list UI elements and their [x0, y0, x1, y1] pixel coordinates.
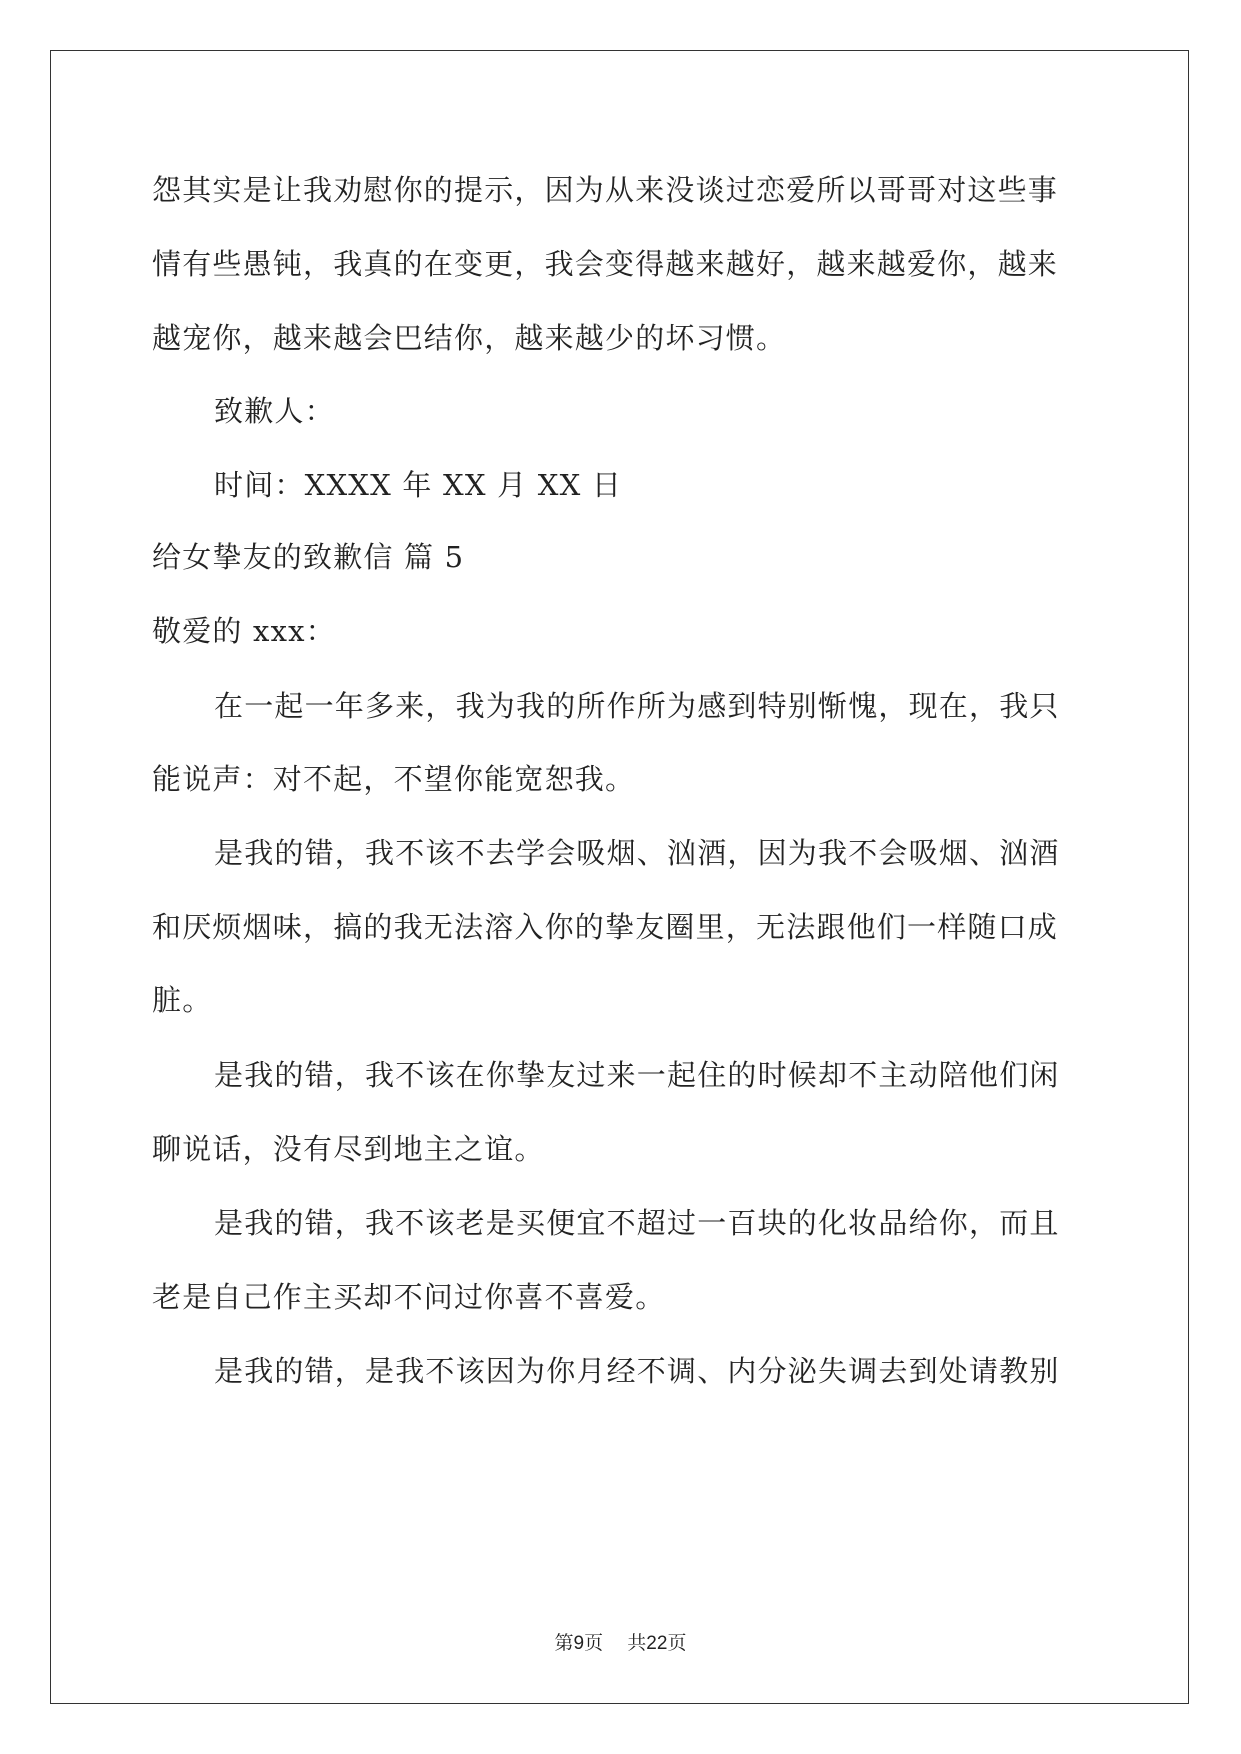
body-text-line-10: 聊说话，没有尽到地主之谊。: [152, 1132, 545, 1166]
footer-total-pages: 22: [646, 1633, 668, 1654]
footer-prefix: 第: [554, 1632, 574, 1654]
section-heading: 给女挚友的致歉信 篇 5: [152, 540, 465, 574]
body-text-line-8: 脏。: [152, 983, 213, 1017]
body-text-line-4: 在一起一年多来，我为我的所作所为感到特别惭愧，现在，我只: [214, 689, 1060, 723]
body-text-line-13: 是我的错，是我不该因为你月经不调、内分泌失调去到处请教别: [214, 1354, 1060, 1388]
body-text-line-5: 能说声：对不起，不望你能宽恕我。: [152, 762, 636, 796]
page-border: [50, 50, 1189, 1704]
body-text-line-9: 是我的错，我不该在你挚友过来一起住的时候却不主动陪他们闲: [214, 1058, 1060, 1092]
footer-middle: 页 共: [584, 1632, 647, 1654]
body-text-line-11: 是我的错，我不该老是买便宜不超过一百块的化妆品给你，而且: [214, 1206, 1060, 1240]
body-text-line-1: 怨其实是让我劝慰你的提示，因为从来没谈过恋爱所以哥哥对这些事: [152, 173, 1059, 207]
date-line: 时间：XXXX 年 XX 月 XX 日: [214, 468, 623, 502]
body-text-line-6: 是我的错，我不该不去学会吸烟、汹酒，因为我不会吸烟、汹酒: [214, 836, 1060, 870]
body-text-line-7: 和厌烦烟味，搞的我无法溶入你的挚友圈里，无法跟他们一样随口成: [152, 910, 1059, 944]
footer-suffix: 页: [667, 1632, 687, 1654]
page-footer: [0, 1630, 1241, 1657]
body-text-line-3: 越宠你，越来越会巴结你，越来越少的坏习惯。: [152, 321, 787, 355]
body-text-line-2: 情有些愚钝，我真的在变更，我会变得越来越好，越来越爱你，越来: [152, 247, 1059, 281]
footer-page-number: 9: [573, 1633, 585, 1654]
body-text-line-12: 老是自己作主买却不问过你喜不喜爱。: [152, 1280, 666, 1314]
salutation: 敬爱的 xxx：: [152, 614, 336, 648]
signature-label: 致歉人：: [214, 394, 335, 428]
